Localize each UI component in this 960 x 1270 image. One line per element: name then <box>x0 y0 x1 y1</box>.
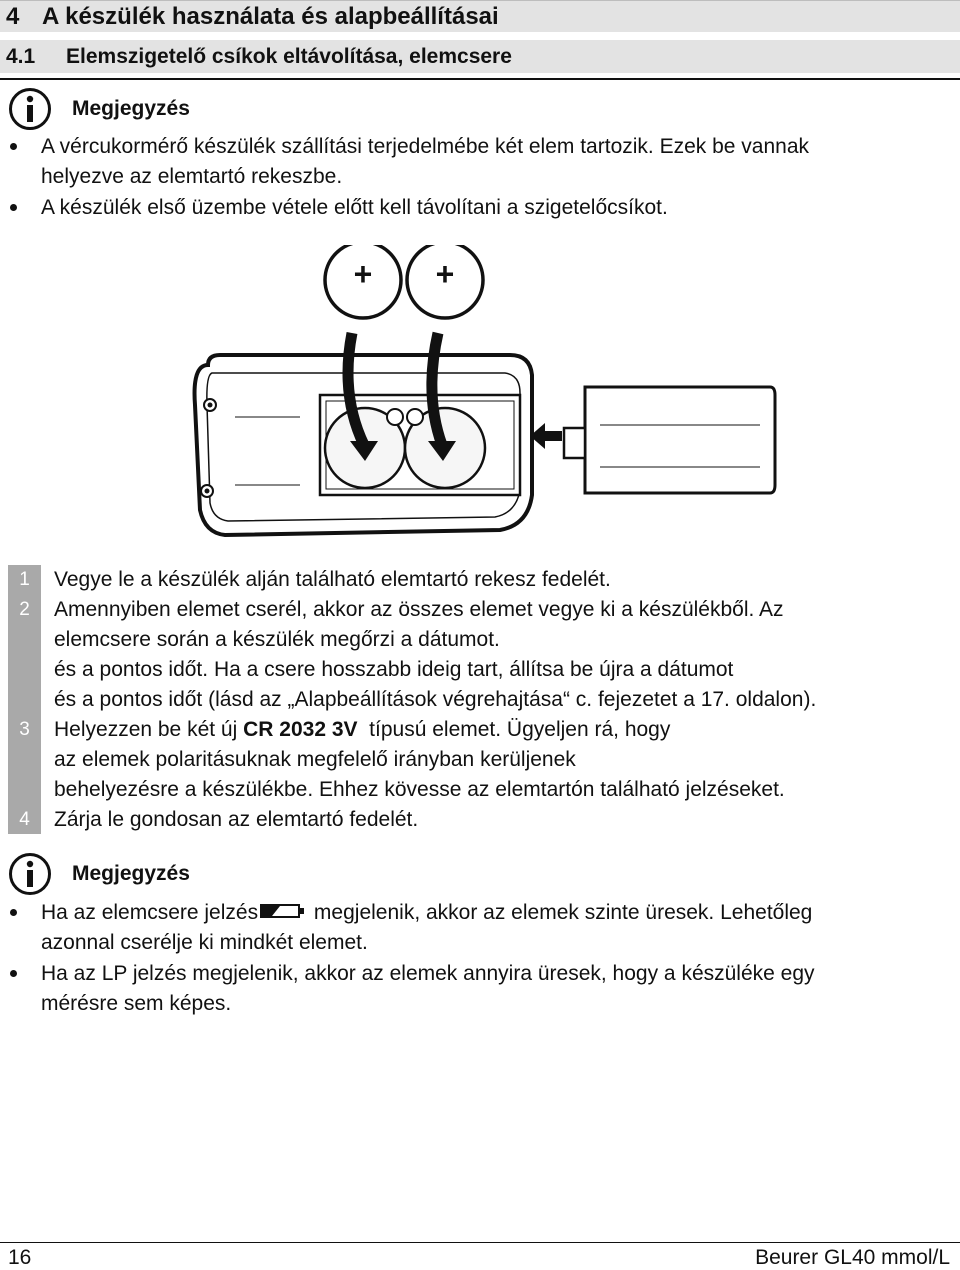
note-bullet <box>8 959 948 1019</box>
step-line <box>8 625 953 655</box>
bullet-dot <box>10 143 17 150</box>
chapter-title: A készülék használata és alapbeállításai <box>42 2 499 30</box>
note-label: Megjegyzés <box>72 862 190 885</box>
step-text-part: típusú elemet. Ügyeljen rá, hogy <box>357 718 671 741</box>
section-title: Elemszigetelő csíkok eltávolítása, elemcsere <box>66 44 512 68</box>
step-line <box>8 745 953 775</box>
step-list <box>8 565 953 835</box>
step-line <box>8 685 953 715</box>
step-text-part: Helyezzen be két új <box>54 718 244 741</box>
footer-divider <box>0 1242 960 1243</box>
step-line <box>8 595 953 625</box>
section-divider <box>0 78 960 80</box>
step-text: behelyezésre a készülékbe. Ehhez kövesse az elemtartón található jelzéseket. <box>54 778 785 801</box>
step-text: Amennyiben elemet cserél, akkor az összes elemet vegye ki a készülékből. Az <box>54 598 784 621</box>
note-bullet-line: A vércukormérő készülék szállítási terjedelmébe két elem tartozik. Ezek be vannak <box>41 135 810 158</box>
battery-type: CR 2032 3V <box>243 718 358 741</box>
note-bullet-line: Ha az LP jelzés megjelenik, akkor az elemek annyira üresek, hogy a készüléke egy <box>41 962 815 985</box>
note-bullet-line: mérésre sem képes. <box>41 992 232 1015</box>
step-text: Vegye le a készülék alján található elemtartó rekesz fedelét. <box>54 568 611 591</box>
note-bullet-line: megjelenik, akkor az elemek szinte üresek. Lehetőleg <box>308 901 813 924</box>
step-text <box>54 715 670 745</box>
bullet-dot <box>10 970 17 977</box>
section-number: 4.1 <box>6 44 36 68</box>
note-header <box>8 87 190 131</box>
section-heading <box>0 40 960 73</box>
product-name: Beurer GL40 mmol/L <box>755 1246 950 1269</box>
plus-sign: + <box>353 256 373 292</box>
step-line <box>8 565 953 595</box>
note-bullet-list <box>8 132 948 224</box>
step-line <box>8 775 953 805</box>
battery-compartment-figure <box>180 245 780 555</box>
info-icon <box>8 87 52 131</box>
note-bullet-list <box>8 898 948 1020</box>
bullet-dot <box>10 909 17 916</box>
step-number: 4 <box>19 809 30 830</box>
battery-cover <box>585 387 775 493</box>
step-text: Zárja le gondosan az elemtartó fedelét. <box>54 808 419 831</box>
step-line <box>8 805 953 835</box>
bullet-dot <box>10 204 17 211</box>
note-bullet <box>8 132 948 192</box>
step-number: 2 <box>19 599 30 620</box>
step-text: elemcsere során a készülék megőrzi a dátumot. <box>54 628 500 651</box>
low-battery-icon <box>260 903 306 919</box>
battery-insertion-illustration <box>180 245 780 550</box>
step-line <box>8 715 953 745</box>
plus-sign: + <box>435 256 455 292</box>
note-bullet-line: Ha az elemcsere jelzés <box>41 901 259 924</box>
note-bullet-line: A készülék első üzembe vétele előtt kell távolítani a szigetelőcsíkot. <box>41 196 668 219</box>
note-bullet <box>8 193 948 223</box>
step-text: és a pontos időt (lásd az „Alapbeállítások végrehajtása“ c. fejezetet a 17. oldalon). <box>54 688 817 711</box>
chapter-heading <box>0 0 960 32</box>
info-icon <box>8 852 52 896</box>
step-text: az elemek polaritásuknak megfelelő irányban kerüljenek <box>54 748 576 771</box>
step-number: 1 <box>19 569 30 590</box>
note-header <box>8 852 190 896</box>
note-label: Megjegyzés <box>72 97 190 120</box>
note-bullet-line: helyezve az elemtartó rekeszbe. <box>41 165 343 188</box>
note-bullet <box>8 898 948 958</box>
step-line <box>8 655 953 685</box>
note-bullet-line: azonnal cserélje ki mindkét elemet. <box>41 931 368 954</box>
step-number: 3 <box>19 719 30 740</box>
chapter-number: 4 <box>6 2 20 30</box>
page-number: 16 <box>8 1246 32 1269</box>
step-text: és a pontos időt. Ha a csere hosszabb ideig tart, állítsa be újra a dátumot <box>54 658 734 681</box>
